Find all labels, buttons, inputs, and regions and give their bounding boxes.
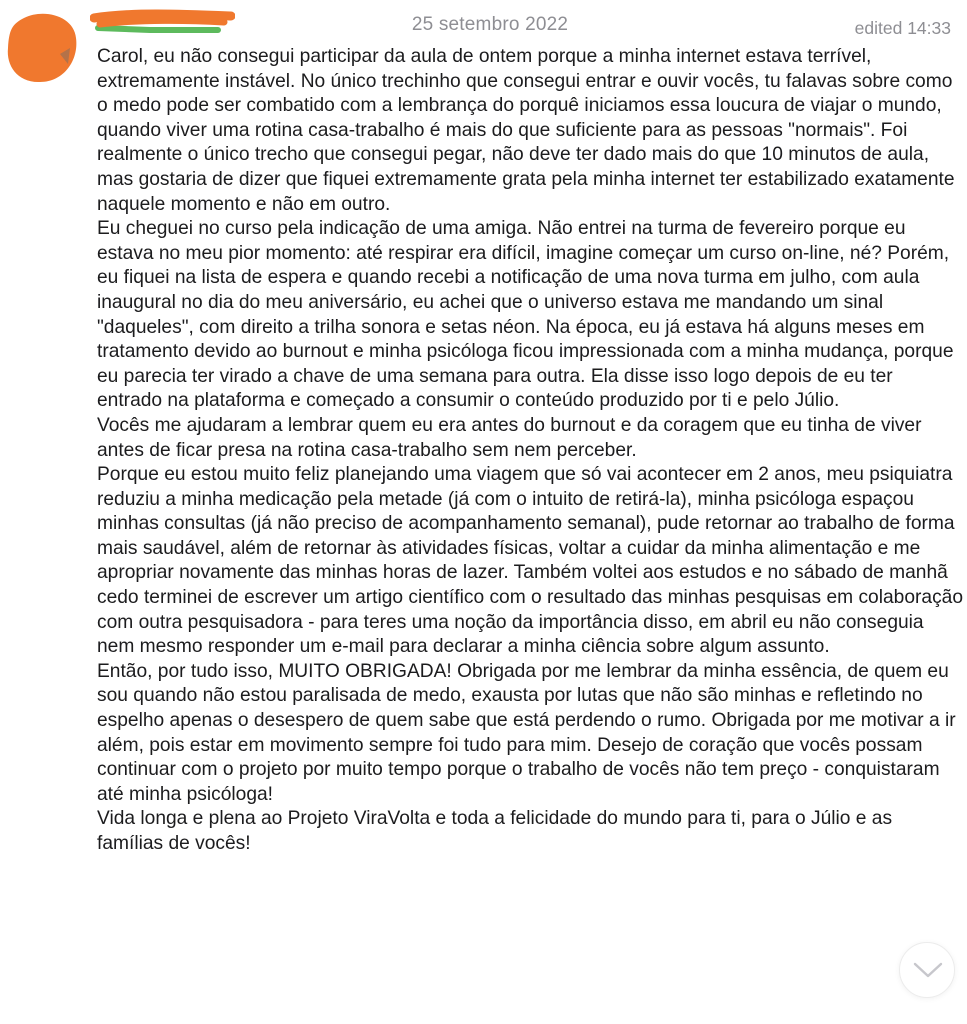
scroll-to-bottom-button[interactable] xyxy=(899,942,955,998)
message-paragraph: Então, por tudo isso, MUITO OBRIGADA! Obrigada por me lembrar da minha essência, de quem eu sou quando não estou paralisada de medo, exausta por lutas que não são minhas e refletindo no espelho apenas o desespero de quem sabe que está perdendo o rumo. Obrigada por me motivar a ir além, pois estar em movimento sempre foi tudo para mim. Desejo de coração que vocês possam continuar com o projeto por muito tempo porque o trabalho de vocês não tem preço - conquistaram até minha psicóloga! xyxy=(97,660,956,805)
sender-name-redacted[interactable] xyxy=(90,8,235,34)
chevron-down-icon xyxy=(912,959,944,981)
message-paragraph: Eu cheguei no curso pela indicação de uma amiga. Não entrei na turma de fevereiro porque eu estava no meu pior momento: até respirar era difícil, imagine começar um curso on-line, né? Porém, eu fiquei na lista de espera e quando recebi a notificação de uma nova turma em julho, com aula inaugural no dia do meu aniversário, eu achei que o universo estava me mandando um sinal "daqueles", com direito a trilha sonora e setas néon. Na época, eu já estava há alguns meses em tratamento devido ao burnout e minha psicóloga ficou impressionada com a minha mudança, porque eu parecia ter virado a chave de uma semana para outra. Ela disse isso logo depois de eu ter entrado na plataforma e começado a consumir o conteúdo produzido por ti e pelo Júlio. xyxy=(97,218,954,412)
message-paragraph: Vida longa e plena ao Projeto ViraVolta e toda a felicidade do mundo para ti, para o Júlio e as famílias de vocês! xyxy=(97,808,893,854)
message-paragraph: Carol, eu não consegui participar da aula de ontem porque a minha internet estava terrível, extremamente instável. No único trechinho que consegui entrar e ouvir vocês, tu falavas sobre como o medo pode ser combatido com a lembrança do porquê iniciamos essa loucura de viajar o mundo, quando viver uma rotina casa-trabalho é mais do que suficiente para as pessoas "normais". Foi realmente o único trecho que consegui pegar, não deve ter dado mais do que 10 minutos de aula, mas gostaria de dizer que fiquei extremamente grata pela minha internet ter estabilizado exatamente naquele momento e não em outro. xyxy=(97,46,955,215)
date-separator: 25 setembro 2022 xyxy=(411,14,569,35)
message-paragraph: Vocês me ajudaram a lembrar quem eu era antes do burnout e da coragem que eu tinha de viver antes de ficar presa na rotina casa-trabalho sem nem perceber. xyxy=(97,414,922,461)
sender-avatar-redacted[interactable] xyxy=(4,8,80,84)
redaction-scribble xyxy=(4,8,80,84)
edited-timestamp: edited 14:33 xyxy=(854,18,951,38)
redaction-scribble xyxy=(90,8,235,34)
message-paragraph: Porque eu estou muito feliz planejando uma viagem que só vai acontecer em 2 anos, meu psiquiatra reduziu a minha medicação pela metade (já com o intuito de retirá-la), minha psicóloga espaçou minhas consultas (já não preciso de acompanhamento semanal), pude retornar ao trabalho de forma mais saudável, além de retornar às atividades físicas, voltar a cuidar da minha alimentação e me apropriar novamente das minhas horas de lazer. Também voltei aos estudos e no sábado de manhã cedo terminei de escrever um artigo científico com o resultado das minhas pesquisas em colaboração com outra pesquisadora - para teres uma noção da importância disso, em abril eu não conseguia nem mesmo responder um e-mail para declarar a minha ciência sobre algum assunto. xyxy=(97,464,964,658)
message-body[interactable] xyxy=(97,45,963,857)
